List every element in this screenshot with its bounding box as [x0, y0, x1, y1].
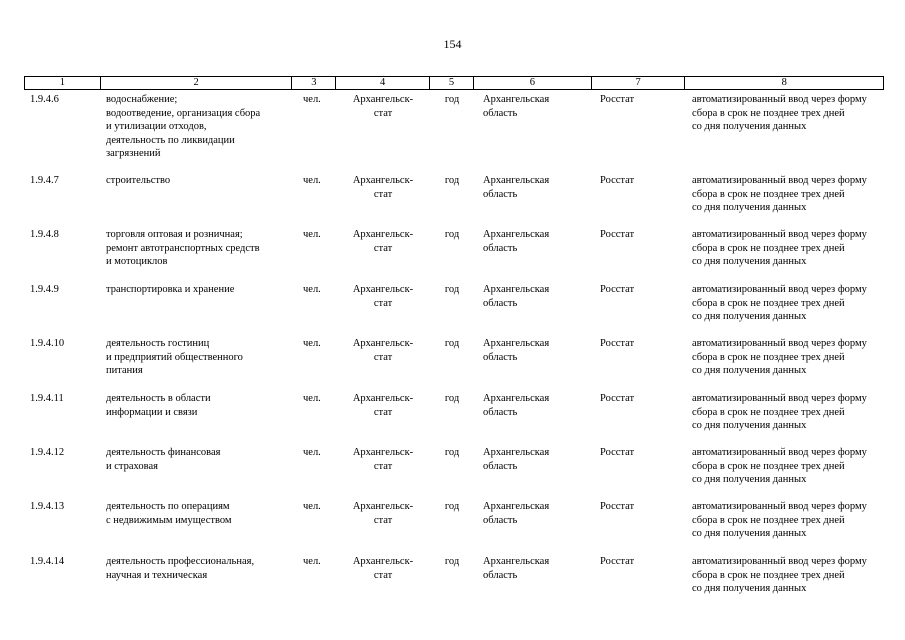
row-name: транспортировка и хранение: [106, 284, 235, 295]
row-agency: Росстат: [600, 338, 635, 349]
row-method: автоматизированный ввод через форму сбора в срок не позднее трех дней со дня получения данных: [692, 501, 867, 539]
row-code: 1.9.4.6: [30, 94, 59, 105]
header-col-7: 7: [592, 77, 686, 89]
row-method: автоматизированный ввод через форму сбора в срок не позднее трех дней со дня получения данных: [692, 94, 867, 132]
row-agency: Росстат: [600, 393, 635, 404]
table-row: [24, 446, 884, 487]
row-name: торговля оптовая и розничная; ремонт автотранспортных средств и мотоциклов: [106, 229, 260, 267]
row-unit: чел.: [303, 447, 321, 458]
row-code: 1.9.4.12: [30, 447, 65, 458]
row-unit: чел.: [303, 393, 321, 404]
row-method: автоматизированный ввод через форму сбора в срок не позднее трех дней со дня получения данных: [692, 556, 867, 594]
row-source: Архангельск- стат: [352, 447, 414, 472]
row-level: Архангельская область: [483, 393, 550, 418]
row-code: 1.9.4.7: [30, 175, 59, 186]
header-col-5: 5: [430, 77, 474, 89]
row-name: деятельность в области информации и связи: [106, 393, 211, 418]
row-name: строительство: [106, 175, 171, 186]
row-agency: Росстат: [600, 447, 635, 458]
row-name: деятельность по операциям с недвижимым имуществом: [106, 501, 232, 526]
row-level: Архангельская область: [483, 556, 550, 581]
table-row: [24, 174, 884, 215]
row-agency: Росстат: [600, 501, 635, 512]
row-code: 1.9.4.14: [30, 556, 65, 567]
row-method: автоматизированный ввод через форму сбора в срок не позднее трех дней со дня получения данных: [692, 175, 867, 213]
row-source: Архангельск- стат: [352, 501, 414, 526]
row-unit: чел.: [303, 94, 321, 105]
row-source: Архангельск- стат: [352, 338, 414, 363]
row-period: год: [444, 393, 460, 404]
row-name: деятельность финансовая и страховая: [106, 447, 221, 472]
row-unit: чел.: [303, 229, 321, 240]
header-col-1: 1: [25, 77, 101, 89]
header-col-2: 2: [101, 77, 293, 89]
row-code: 1.9.4.10: [30, 338, 65, 349]
row-period: год: [444, 284, 460, 295]
table-row: [24, 500, 884, 541]
row-name: водоснабжение; водоотведение, организация сбора и утилизации отходов, деятельность по ликвидации загрязнений: [106, 94, 261, 159]
header-col-4: 4: [336, 77, 430, 89]
header-col-6: 6: [474, 77, 592, 89]
row-source: Архангельск- стат: [352, 393, 414, 418]
row-code: 1.9.4.11: [30, 393, 64, 404]
table-row: [24, 228, 884, 269]
row-period: год: [444, 501, 460, 512]
table-row: [24, 93, 884, 161]
row-period: год: [444, 229, 460, 240]
row-name: деятельность гостиниц и предприятий общественного питания: [106, 338, 243, 376]
row-method: автоматизированный ввод через форму сбора в срок не позднее трех дней со дня получения данных: [692, 229, 867, 267]
row-level: Архангельская область: [483, 447, 550, 472]
row-method: автоматизированный ввод через форму сбора в срок не позднее трех дней со дня получения данных: [692, 447, 867, 485]
row-method: автоматизированный ввод через форму сбора в срок не позднее трех дней со дня получения данных: [692, 393, 867, 431]
row-unit: чел.: [303, 556, 321, 567]
row-level: Архангельская область: [483, 501, 550, 526]
row-period: год: [444, 175, 460, 186]
row-unit: чел.: [303, 175, 321, 186]
table-row: [24, 283, 884, 324]
row-agency: Росстат: [600, 94, 635, 105]
row-source: Архангельск- стат: [352, 94, 414, 119]
table-header: [24, 76, 884, 90]
row-level: Архангельская область: [483, 338, 550, 363]
row-source: Архангельск- стат: [352, 556, 414, 581]
table-row: [24, 555, 884, 596]
row-period: год: [444, 447, 460, 458]
row-level: Архангельская область: [483, 175, 550, 200]
row-name: деятельность профессиональная, научная и техническая: [106, 556, 255, 581]
table-row: [24, 392, 884, 433]
row-level: Архангельская область: [483, 94, 550, 119]
row-unit: чел.: [303, 338, 321, 349]
row-method: автоматизированный ввод через форму сбора в срок не позднее трех дней со дня получения данных: [692, 284, 867, 322]
header-col-3: 3: [292, 77, 336, 89]
row-level: Архангельская область: [483, 284, 550, 309]
row-method: автоматизированный ввод через форму сбора в срок не позднее трех дней со дня получения данных: [692, 338, 867, 376]
row-period: год: [444, 556, 460, 567]
row-period: год: [444, 338, 460, 349]
row-source: Архангельск- стат: [352, 175, 414, 200]
row-code: 1.9.4.8: [30, 229, 59, 240]
row-agency: Росстат: [600, 556, 635, 567]
page-number: 154: [443, 37, 462, 51]
row-agency: Росстат: [600, 284, 635, 295]
row-level: Архангельская область: [483, 229, 550, 254]
header-col-8: 8: [781, 77, 787, 88]
row-source: Архангельск- стат: [352, 284, 414, 309]
row-source: Архангельск- стат: [352, 229, 414, 254]
row-unit: чел.: [303, 284, 321, 295]
table-row: [24, 337, 884, 378]
row-agency: Росстат: [600, 229, 635, 240]
row-code: 1.9.4.9: [30, 284, 59, 295]
row-unit: чел.: [303, 501, 321, 512]
row-code: 1.9.4.13: [30, 501, 65, 512]
row-agency: Росстат: [600, 175, 635, 186]
row-period: год: [444, 94, 460, 105]
